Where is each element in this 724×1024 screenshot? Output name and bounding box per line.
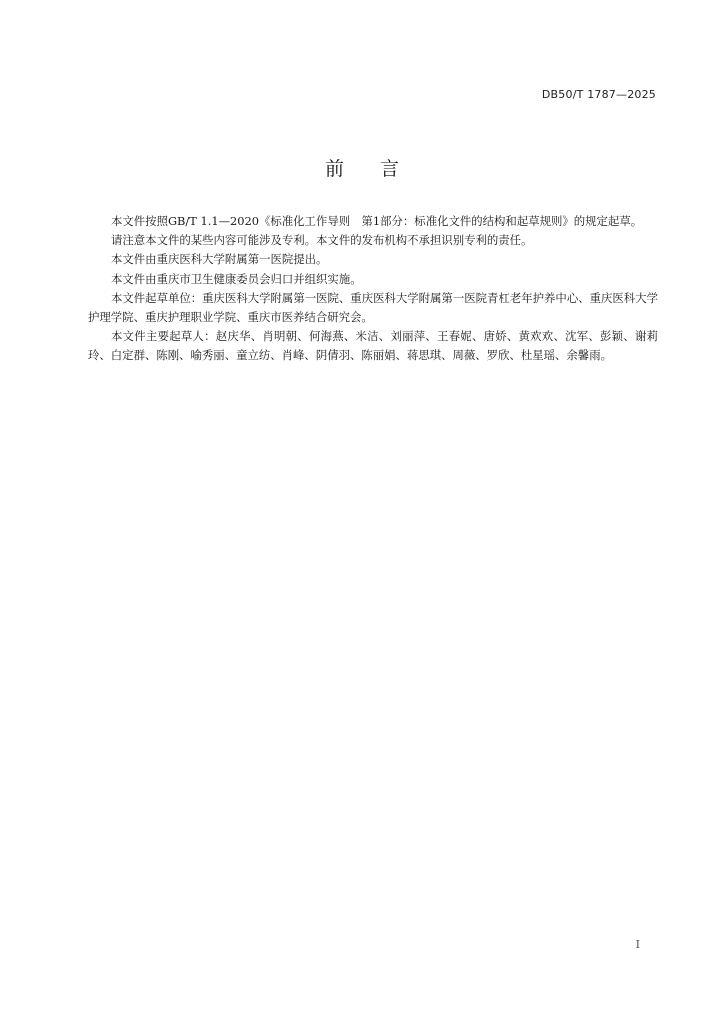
paragraph-drafting-units: 本文件起草单位：重庆医科大学附属第一医院、重庆医科大学附属第一医院青杠老年护养中心、重庆医科大学护理学院、重庆护理职业学院、重庆市医养结合研究会。 (88, 290, 658, 325)
paragraph-proposer: 本文件由重庆医科大学附属第一医院提出。 (111, 252, 328, 267)
page-title: 前言 (324, 158, 435, 180)
paragraph-administrator: 本文件由重庆市卫生健康委员会归口并组织实施。 (111, 271, 362, 286)
foreword-body (88, 212, 658, 366)
standard-code: DB50/T 1787—2025 (541, 88, 656, 101)
paragraph-patent-notice: 请注意本文件的某些内容可能涉及专利。本文件的发布机构不承担识别专利的责任。 (111, 233, 533, 248)
page-number: I (635, 938, 640, 951)
paragraph-drafting-rules: 本文件按照GB/T 1.1—2020《标准化工作导则 第1部分：标准化文件的结构和起草规则》的规定起草。 (111, 214, 643, 228)
paragraph-drafters: 本文件主要起草人：赵庆华、肖明朝、何海燕、米洁、刘丽萍、王春妮、唐娇、黄欢欢、沈军、彭颖、谢莉玲、白定群、陈刚、喻秀丽、童立纺、肖峰、阴倩羽、陈丽娟、蒋思琪、周薇、罗欣、杜星瑶、余馨雨。 (88, 329, 658, 363)
